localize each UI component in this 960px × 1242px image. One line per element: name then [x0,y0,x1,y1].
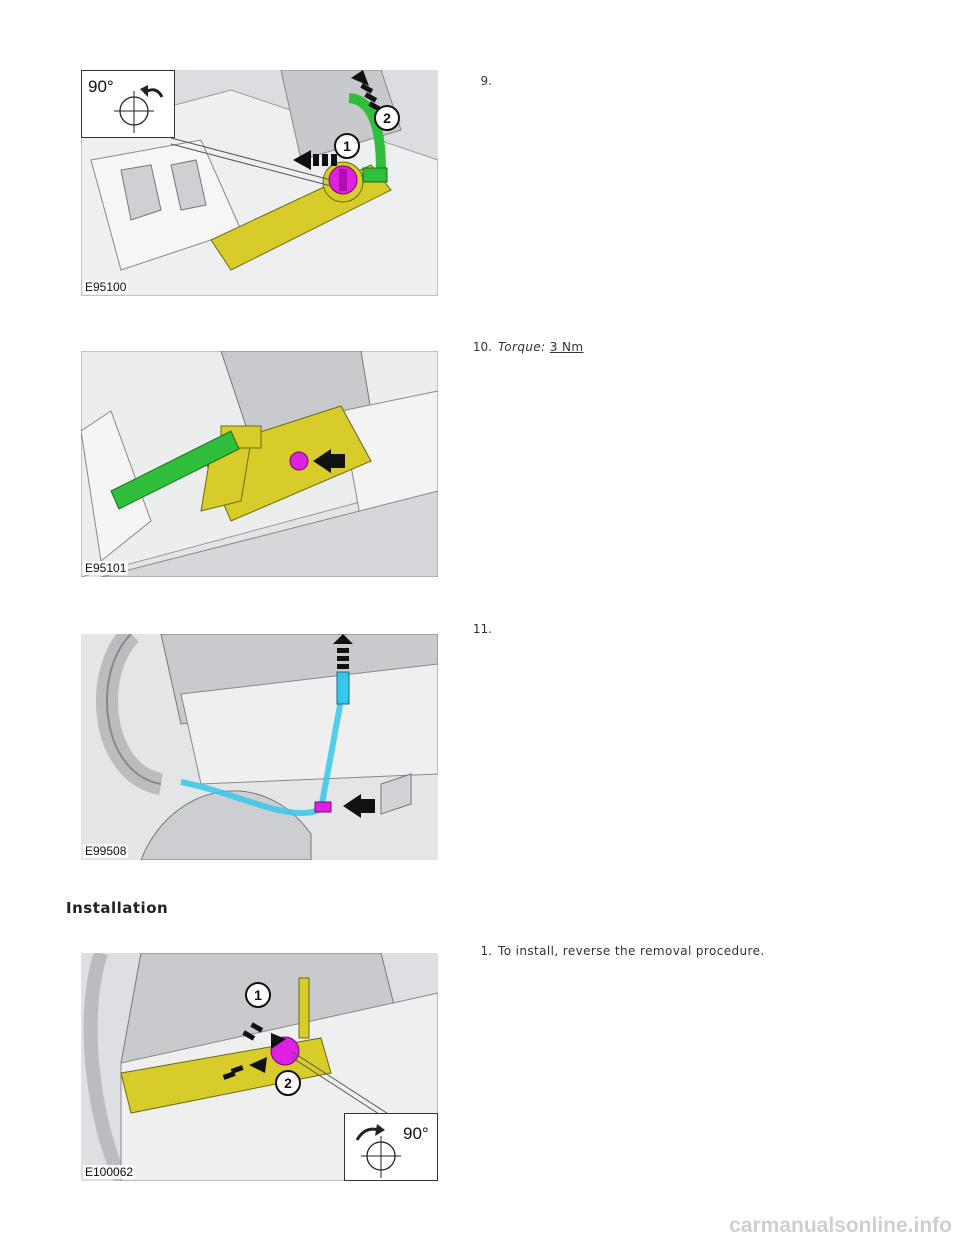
rotation-angle: 90° [88,77,114,96]
rotation-inset [344,1113,438,1181]
figure-code: E95100 [85,280,127,294]
torque-value: 3 Nm [549,340,584,354]
torque-spec [498,340,584,354]
torque-label: Torque: [498,340,546,354]
callout-1: 1 [254,987,262,1003]
rotation-inset [81,70,175,138]
step-number: 1. [480,944,492,958]
callout-1: 1 [343,138,351,154]
console-bolt-illustration [81,351,438,577]
figure-code: E99508 [85,844,127,858]
step-text: To install, reverse the removal procedure. [498,944,765,958]
callout-2: 2 [383,110,391,126]
watermark: carmanualsonline.info [729,1214,952,1237]
rotation-dial-icon [82,71,174,137]
step-11-figure [81,634,438,860]
step-number: 9. [480,74,492,88]
step-number: 10. [472,340,492,354]
rotation-angle: 90° [403,1124,429,1143]
rotation-dial-icon [345,1114,437,1180]
callout-2: 2 [284,1075,292,1091]
step-number: 11. [472,622,492,636]
step-10-figure [81,351,438,577]
connector-illustration [81,634,438,860]
step-9-figure [81,70,438,296]
figure-code: E95101 [85,561,127,575]
installation-figure [81,953,438,1181]
figure-code: E100062 [85,1165,134,1179]
installation-heading: Installation [66,899,169,917]
